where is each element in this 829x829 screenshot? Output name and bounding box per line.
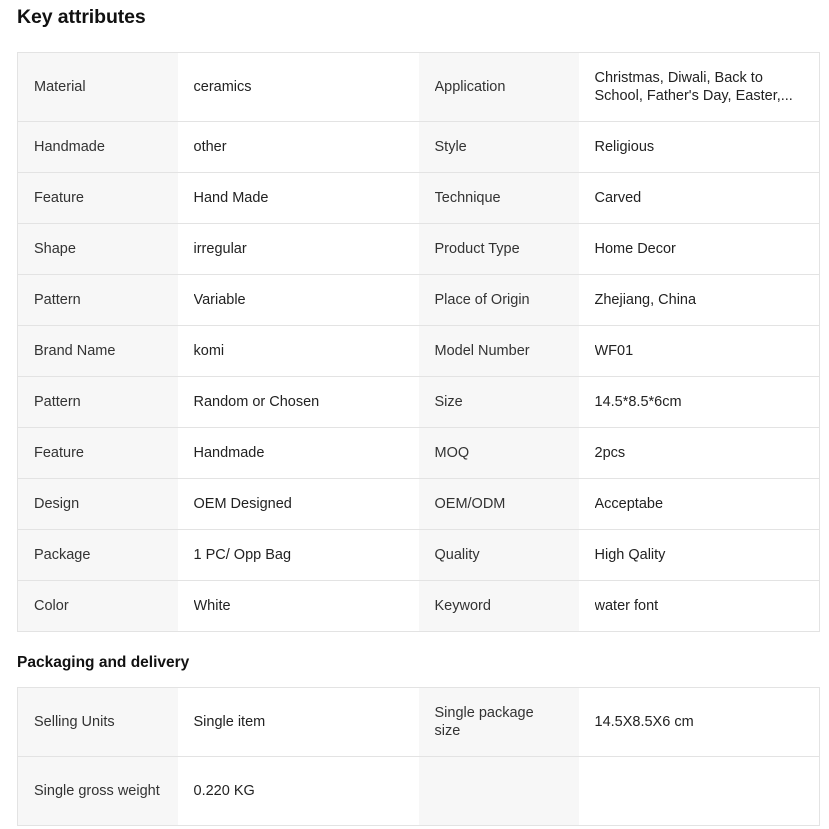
attribute-key xyxy=(18,581,178,632)
table-row xyxy=(18,173,820,224)
attribute-key xyxy=(18,530,178,581)
attribute-value-text: 14.5X8.5X6 cm xyxy=(594,714,694,730)
attribute-key-text: Pattern xyxy=(34,394,81,410)
table-row xyxy=(18,377,820,428)
attribute-value xyxy=(579,479,820,530)
attribute-key xyxy=(419,479,579,530)
attribute-key xyxy=(18,479,178,530)
attribute-value-text: Handmade xyxy=(193,445,265,461)
table-row xyxy=(18,275,820,326)
attribute-value xyxy=(579,377,820,428)
attribute-key-text: Feature xyxy=(34,445,84,461)
attribute-value xyxy=(579,428,820,479)
attribute-value xyxy=(178,224,419,275)
attribute-value xyxy=(178,377,419,428)
attribute-key xyxy=(419,173,579,224)
attribute-value-text: irregular xyxy=(193,241,247,257)
table-row xyxy=(18,688,820,757)
attribute-value-text: White xyxy=(193,598,231,614)
attribute-key xyxy=(419,530,579,581)
attribute-value-text: Acceptabe xyxy=(594,496,664,512)
attribute-key xyxy=(419,275,579,326)
attribute-key-text: Brand Name xyxy=(34,343,116,359)
attribute-value-text: 2pcs xyxy=(594,445,626,461)
attribute-value xyxy=(579,53,820,122)
attribute-value xyxy=(579,122,820,173)
attribute-key-text: Feature xyxy=(34,190,84,206)
table-row xyxy=(18,428,820,479)
attribute-key-text: Material xyxy=(34,79,86,95)
attribute-key-text: Handmade xyxy=(34,139,105,155)
attribute-key-text: Pattern xyxy=(34,292,81,308)
attribute-value-text: komi xyxy=(193,343,225,359)
attribute-key xyxy=(419,428,579,479)
attribute-value-text: Carved xyxy=(594,190,642,206)
attribute-key xyxy=(18,53,178,122)
attribute-value xyxy=(178,275,419,326)
attribute-key-text: Keyword xyxy=(434,598,491,614)
table-row xyxy=(18,224,820,275)
key-attributes-title: Key attributes xyxy=(17,6,146,28)
attribute-value xyxy=(579,224,820,275)
attribute-key xyxy=(18,757,178,826)
attribute-key-text: Model Number xyxy=(434,343,530,359)
table-row xyxy=(18,530,820,581)
attribute-value-text: Zhejiang, China xyxy=(594,292,697,308)
attribute-key-text: Single package size xyxy=(434,705,534,739)
attribute-key xyxy=(18,377,178,428)
attribute-value-text: Religious xyxy=(594,139,655,155)
attribute-key xyxy=(419,688,579,757)
attribute-key xyxy=(419,757,579,826)
attribute-key-text: Technique xyxy=(434,190,501,206)
attribute-key xyxy=(419,224,579,275)
attribute-key-text: Color xyxy=(34,598,69,614)
attribute-key-text: Shape xyxy=(34,241,76,257)
attribute-value-text: OEM Designed xyxy=(193,496,292,512)
attribute-value-text: WF01 xyxy=(594,343,634,359)
table-row xyxy=(18,757,820,826)
attribute-value xyxy=(579,173,820,224)
attribute-value-text: other xyxy=(193,139,227,155)
attribute-key-text: Place of Origin xyxy=(434,292,530,308)
attribute-key-text: Style xyxy=(434,139,467,155)
attribute-key xyxy=(419,581,579,632)
attribute-key-text: MOQ xyxy=(434,445,470,461)
attribute-value xyxy=(178,428,419,479)
table-row xyxy=(18,581,820,632)
attribute-value xyxy=(178,581,419,632)
attribute-key xyxy=(419,53,579,122)
attribute-value xyxy=(579,530,820,581)
attribute-value xyxy=(178,122,419,173)
attribute-key-text: Application xyxy=(434,79,506,95)
attribute-value-text: Single item xyxy=(193,714,266,730)
attribute-key xyxy=(18,326,178,377)
table-row xyxy=(18,479,820,530)
attribute-key-text: OEM/ODM xyxy=(434,496,506,512)
attribute-key xyxy=(18,688,178,757)
packaging-table xyxy=(17,687,820,826)
attribute-value xyxy=(579,757,820,826)
attribute-value xyxy=(178,173,419,224)
attribute-key xyxy=(419,326,579,377)
attribute-key-text: Single gross weight xyxy=(34,783,160,799)
attribute-value-text: Random or Chosen xyxy=(193,394,320,410)
attribute-value-text: water font xyxy=(594,598,659,614)
attribute-key-text: Size xyxy=(434,394,463,410)
attribute-value xyxy=(178,530,419,581)
attribute-value-text: Variable xyxy=(193,292,246,308)
key-attributes-table xyxy=(17,52,820,632)
attribute-value xyxy=(579,326,820,377)
attribute-value xyxy=(579,581,820,632)
attribute-key xyxy=(18,122,178,173)
table-row xyxy=(18,53,820,122)
attribute-value-text: Home Decor xyxy=(594,241,676,257)
attribute-key xyxy=(18,224,178,275)
attribute-value-text: 0.220 KG xyxy=(193,783,255,799)
attribute-value-text: ceramics xyxy=(193,79,252,95)
attribute-value xyxy=(178,479,419,530)
attribute-value xyxy=(178,53,419,122)
attribute-key xyxy=(18,173,178,224)
attribute-value-text: Hand Made xyxy=(193,190,269,206)
attribute-value xyxy=(178,688,419,757)
table-row xyxy=(18,326,820,377)
attribute-key xyxy=(18,275,178,326)
attribute-key-text: Selling Units xyxy=(34,714,115,730)
attribute-value xyxy=(178,326,419,377)
attribute-value xyxy=(579,275,820,326)
attribute-value xyxy=(178,757,419,826)
attribute-value-text: 1 PC/ Opp Bag xyxy=(193,547,292,563)
attribute-value-text: High Qality xyxy=(594,547,666,563)
packaging-title: Packaging and delivery xyxy=(17,654,190,671)
attribute-value-text: Christmas, Diwali, Back to School, Father's Day, Easter,... xyxy=(594,70,793,104)
attribute-value-text: 14.5*8.5*6cm xyxy=(594,394,682,410)
attribute-key xyxy=(419,122,579,173)
table-row xyxy=(18,122,820,173)
attribute-key-text: Quality xyxy=(434,547,480,563)
attribute-value xyxy=(579,688,820,757)
attribute-key-text: Design xyxy=(34,496,80,512)
attribute-key xyxy=(419,377,579,428)
attribute-key-text: Package xyxy=(34,547,91,563)
attribute-key-text: Product Type xyxy=(434,241,520,257)
attribute-key xyxy=(18,428,178,479)
